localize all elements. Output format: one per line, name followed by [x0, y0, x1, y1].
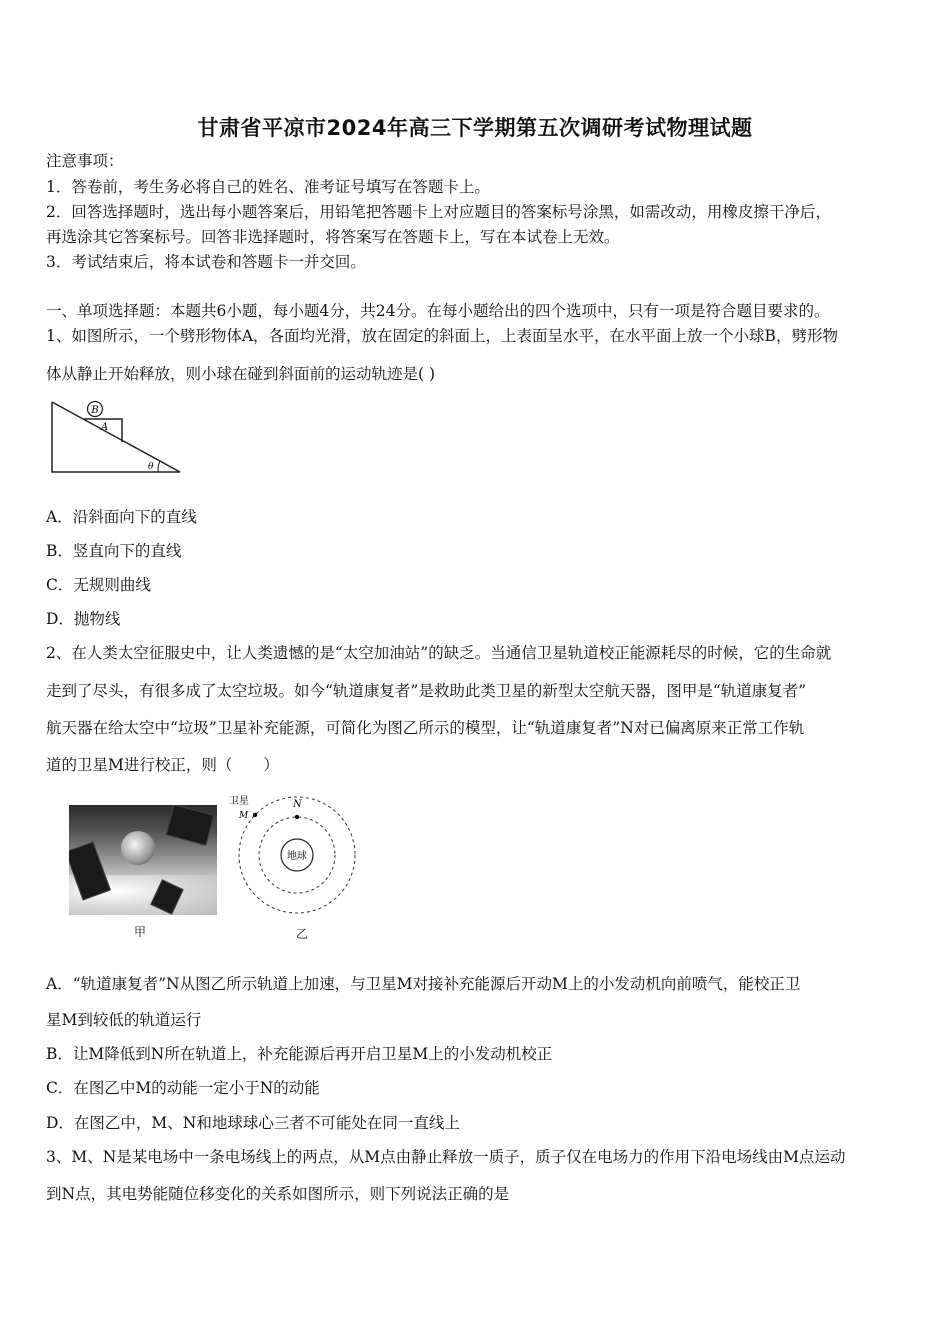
question-1-option-a: A．沿斜面向下的直线: [46, 508, 197, 526]
notice-item: 再选涂其它答案标号。回答非选择题时，将答案写在答题卡上，写在本试卷上无效。: [46, 228, 620, 246]
wedge-figure: [46, 398, 186, 478]
spacecraft-body: [121, 831, 155, 865]
earth-label: 地球: [287, 851, 307, 862]
figure-caption-b: 乙: [296, 927, 309, 941]
satellite-m: [253, 813, 257, 817]
m-label: M: [239, 811, 249, 821]
ball-label: B: [91, 405, 99, 416]
question-2-option-a: A．“轨道康复者”N从图乙所示轨道上加速，与卫星M对接补充能源后开动M上的小发动机向前喷气，能校正卫: [46, 975, 801, 993]
spacecraft-n: [295, 815, 299, 819]
question-2-option-c: C．在图乙中M的动能一定小于N的动能: [46, 1079, 320, 1097]
angle-arc: [158, 461, 160, 472]
angle-label: θ: [148, 462, 154, 472]
question-1-text: 体从静止开始释放，则小球在碰到斜面前的运动轨迹是( ): [46, 365, 436, 383]
n-label: N: [293, 799, 302, 810]
solar-panel: [166, 805, 215, 846]
question-2-option-b: B．让M降低到N所在轨道上，补充能源后再开启卫星M上的小发动机校正: [46, 1045, 553, 1063]
question-1-text: 1、如图所示，一个劈形物体A，各面均光滑，放在固定的斜面上，上表面呈水平，在水平面上放一个小球B，劈形物: [46, 327, 838, 345]
question-2-text: 走到了尽头，有很多成了太空垃圾。如今“轨道康复者”是救助此类卫星的新型太空航天器，图甲是“轨道康复者”: [46, 682, 807, 700]
question-2-option-d: D．在图乙中，M、N和地球球心三者不可能处在同一直线上: [46, 1114, 460, 1132]
question-2-text: 2、在人类太空征服史中，让人类遗憾的是“太空加油站”的缺乏。当通信卫星轨道校正能源耗尽的时候，它的生命就: [46, 644, 832, 662]
question-1-option-c: C．无规则曲线: [46, 576, 151, 594]
section-heading: 一、单项选择题：本题共6小题，每小题4分，共24分。在每小题给出的四个选项中，只有一项是符合题目要求的。: [46, 302, 830, 320]
satellite-photo: [69, 805, 217, 915]
notice-heading: 注意事项：: [46, 152, 124, 170]
notice-item: 1．答卷前，考生务必将自己的姓名、准考证号填写在答题卡上。: [46, 178, 490, 196]
question-3-text: 到N点，其电势能随位移变化的关系如图所示，则下列说法正确的是: [46, 1185, 510, 1203]
figure-caption-a: 甲: [134, 925, 147, 939]
notice-item: 2．回答选择题时，选出每小题答案后，用铅笔把答题卡上对应题目的答案标号涂黑，如需改动，用橡皮擦干净后，: [46, 203, 831, 221]
question-1-option-b: B．竖直向下的直线: [46, 542, 182, 560]
question-2-option-a-cont: 星M到较低的轨道运行: [46, 1011, 202, 1029]
orbit-diagram: [225, 790, 365, 920]
page-title: 甘肃省平凉市2024年高三下学期第五次调研考试物理试题: [197, 116, 753, 140]
notice-item: 3．考试结束后，将本试卷和答题卡一并交回。: [46, 253, 366, 271]
wedge-label: A: [101, 422, 109, 433]
question-1-option-d: D．抛物线: [46, 610, 121, 628]
question-3-text: 3、M、N是某电场中一条电场线上的两点，从M点由静止释放一质子，质子仅在电场力的作用下沿电场线由M点运动: [46, 1148, 846, 1166]
incline-slope: [52, 402, 180, 472]
satellite-label: 卫星: [229, 796, 249, 807]
question-2-text: 道的卫星M进行校正，则（ ）: [46, 756, 279, 774]
question-2-text: 航天器在给太空中“垃圾”卫星补充能源，可简化为图乙所示的模型，让“轨道康复者”N对已偏离原来正常工作轨: [46, 719, 805, 737]
